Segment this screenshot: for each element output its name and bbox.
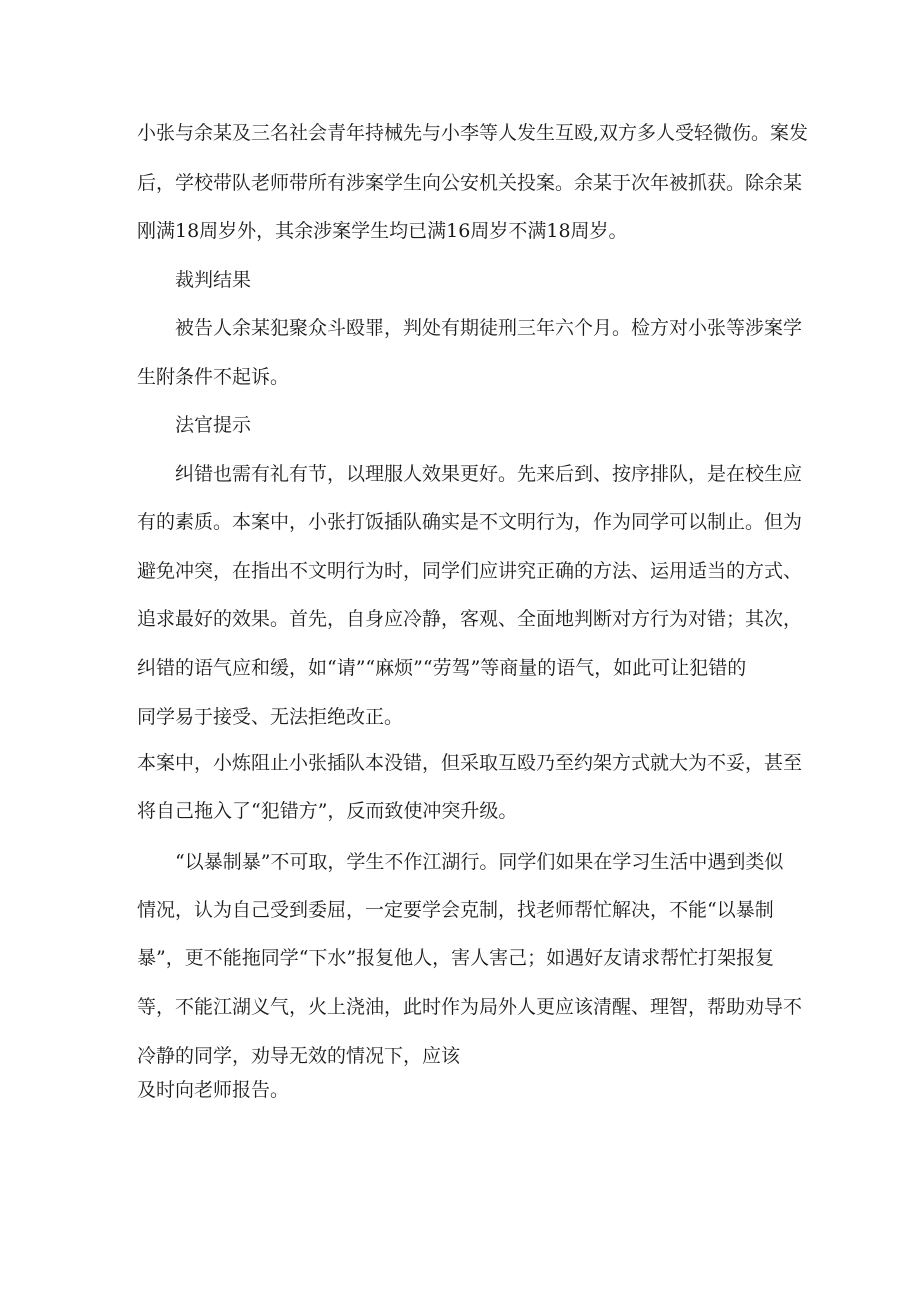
tip-2-line-1: 本案中，小炼阻止小张插队本没错，但采取互殴乃至约架方式就大为不妥，甚至 [137,752,803,774]
verdict-line-2: 生附条件不起诉。 [137,366,290,388]
paragraph-1-line-1: 小张与余某及三名社会青年持械先与小李等人发生互殴,双方多人受轻微伤。案发 [137,122,809,144]
tip-3-line-2: 情况，认为自己受到委屈，一定要学会克制，找老师帮忙解决，不能“以暴制 [137,899,774,921]
heading-verdict: 裁判结果 [175,269,252,291]
paragraph-1-line-3: 刚满18周岁外，其余涉案学生均已满16周岁不满18周岁。 [137,220,628,242]
tip-1-line-3: 避免冲突，在指出不文明行为时，同学们应讲究正确的方法、运用适当的方式、 [137,560,803,582]
paragraph-1-line-2: 后，学校带队老师带所有涉案学生向公安机关投案。余某于次年被抓获。除余某 [137,172,803,194]
tip-3-line-6: 及时向老师报告。 [137,1079,290,1101]
tip-1-line-1: 纠错也需有礼有节，以理服人效果更好。先来后到、按序排队，是在校生应 [175,463,803,485]
tip-1-line-4: 追求最好的效果。首先，自身应冷静，客观、全面地判断对方行为对错；其次， [137,608,803,630]
tip-1-line-6: 同学易于接受、无法拒绝改正。 [137,706,404,728]
tip-3-line-4: 等，不能江湖义气，火上浇油，此时作为局外人更应该清醒、理智，帮助劝导不 [137,996,803,1018]
tip-2-line-2: 将自己拖入了“犯错方”，反而致使冲突升级。 [137,800,518,822]
tip-3-line-1: “以暴制暴”不可取，学生不作江湖行。同学们如果在学习生活中遇到类似 [175,851,784,873]
heading-judge-tip: 法官提示 [175,414,252,436]
tip-3-line-5: 冷静的同学，劝导无效的情况下，应该 [137,1045,461,1067]
tip-3-line-3: 暴”，更不能拖同学“下水”报复他人，害人害己；如遇好友请求帮忙打架报复 [137,947,775,969]
tip-1-line-5: 纠错的语气应和缓，如“请”“麻烦”“劳驾”等商量的语气，如此可让犯错的 [137,657,747,679]
tip-1-line-2: 有的素质。本案中，小张打饭插队确实是不文明行为，作为同学可以制止。但为 [137,511,803,533]
verdict-line-1: 被告人余某犯聚众斗殴罪，判处有期徒刑三年六个月。检方对小张等涉案学 [175,317,803,339]
